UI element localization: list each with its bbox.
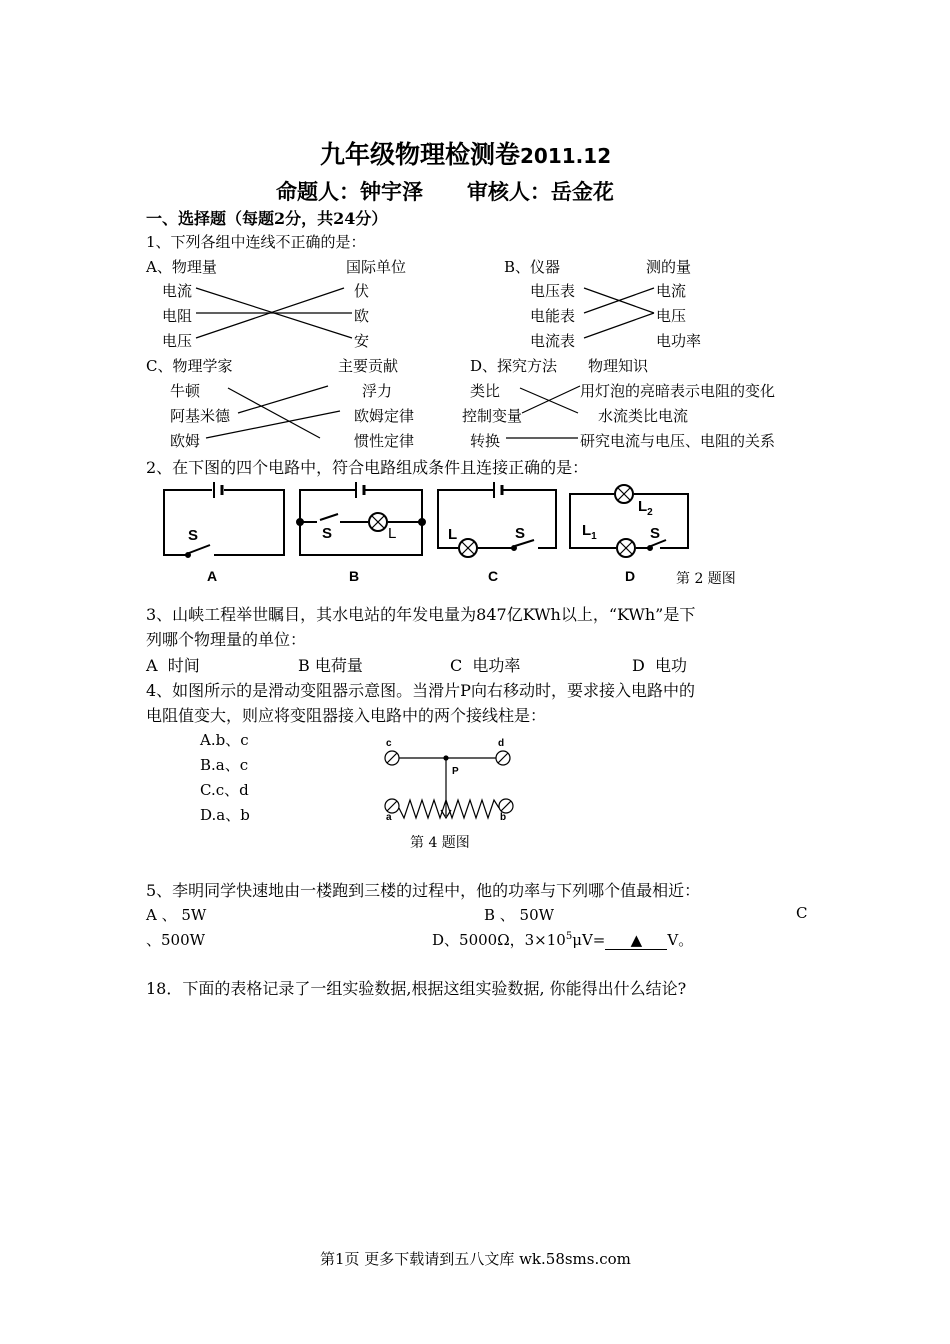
q1-d-right-1: 水流类比电流 (598, 407, 689, 425)
q1-d-h2: 物理知识 (588, 357, 649, 375)
page-footer: 第1页 更多下载请到五八文库 wk.58sms.com (320, 1250, 631, 1268)
q1-d-left-2: 转换 (470, 432, 501, 450)
q1-b-h1: B、仪器 (504, 258, 561, 276)
q1-c-right-1: 欧姆定律 (354, 407, 415, 425)
rheostat-slider-p: P (452, 766, 459, 777)
circuit-c-lamp-label: L (448, 526, 458, 543)
q3-opt-a: A 时间 (146, 656, 200, 675)
q1-c-left-0: 牛顿 (170, 382, 201, 400)
q1-b-right-1: 电压 (656, 307, 687, 325)
q5-opt-a: A 、 5W (146, 906, 207, 924)
q1-a-h2: 国际单位 (346, 258, 407, 276)
circuit-label-b: B (349, 568, 360, 584)
rheostat-term-a: a (386, 812, 392, 823)
q1-c-right-0: 浮力 (362, 382, 393, 400)
rheostat-term-d: d (498, 738, 505, 749)
q1-b-right-0: 电流 (656, 282, 687, 300)
q1-a-left-0: 电流 (162, 282, 193, 300)
l2-sub: 2 (647, 507, 653, 518)
q2-stem: 2、在下图的四个电路中，符合电路组成条件且连接正确的是： (146, 458, 589, 477)
circuit-c-switch-label: S (515, 525, 526, 542)
title-year: 2011.12 (520, 144, 612, 168)
q1-c-left-1: 阿基米德 (170, 407, 231, 425)
q1-d-h1: D、探究方法 (470, 357, 558, 375)
q5-opt-c-value: 、500W (146, 931, 206, 949)
q3-line1: 3、山峡工程举世瞩目，其水电站的年发电量为847亿KWh以上，“KWh”是下 (146, 605, 696, 624)
q1-a-left-2: 电压 (162, 332, 193, 350)
q4-line2: 电阻值变大，则应将变阻器接入电路中的两个接线柱是： (146, 706, 547, 725)
circuit-d-switch-label: S (650, 525, 661, 542)
q5-opt-d (432, 929, 693, 950)
q5-opt-d-exp: 5 (565, 931, 573, 942)
circuit-b-lamp-label: L (388, 525, 397, 542)
l1-letter: L (582, 522, 592, 539)
q18-text: 18．下面的表格记录了一组实验数据,根据这组实验数据, 你能得出什么结论? (146, 979, 687, 998)
q1-b-left-0: 电压表 (530, 282, 576, 300)
rheostat-term-b: b (500, 812, 507, 823)
q1-b-left-2: 电流表 (530, 332, 576, 350)
q3-opt-c: C 电功率 (450, 656, 521, 675)
q2-caption: 第 2 题图 (676, 571, 736, 587)
title-cn: 九年级物理检测卷 (320, 140, 521, 169)
q4-caption: 第 4 题图 (410, 835, 470, 851)
q1-c-h2: 主要贡献 (338, 357, 399, 375)
q5-opt-d-unit: μV= (572, 931, 606, 949)
q5-opt-b: B 、 50W (484, 906, 555, 924)
circuit-label-d: D (625, 568, 636, 584)
rheostat-term-c: c (386, 738, 392, 749)
q1-a-right-1: 欧 (354, 307, 370, 325)
q5-opt-d-end: V。 (667, 931, 694, 949)
q4-opt-b: B.a、c (200, 756, 249, 774)
q1-c-left-2: 欧姆 (170, 432, 201, 450)
answer-marker: ▲ (630, 931, 643, 949)
q4-opt-a: A.b、c (200, 731, 249, 749)
q1-a-left-1: 电阻 (162, 307, 193, 325)
q1-d-right-2: 研究电流与电压、电阻的关系 (580, 432, 776, 450)
q1-stem: 1、下列各组中连线不正确的是： (146, 233, 366, 251)
l1-sub: 1 (591, 531, 597, 542)
q4-opt-c: C.c、d (200, 781, 249, 799)
q1-a-right-0: 伏 (354, 282, 370, 300)
q1-a-right-2: 安 (354, 332, 370, 350)
q1-c-right-2: 惯性定律 (354, 432, 415, 450)
q5-line1: 5、李明同学快速地由一楼跑到三楼的过程中，他的功率与下列哪个值最相近： (146, 881, 701, 900)
circuit-a-switch-label: S (188, 527, 199, 544)
q3-opt-b: B 电荷量 (298, 656, 363, 675)
q3-line2: 列哪个物理量的单位： (146, 630, 307, 649)
q1-b-right-2: 电功率 (656, 332, 702, 350)
q1-a-h1: A、物理量 (146, 258, 217, 276)
q1-b-left-1: 电能表 (530, 307, 576, 325)
q1-d-right-0: 用灯泡的亮暗表示电阻的变化 (580, 382, 776, 400)
q5-opt-d-text: D、5000Ω，3×10 (432, 931, 566, 949)
authors: 命题人：钟宇泽 审核人：岳金花 (276, 180, 614, 204)
q4-opt-d: D.a、b (200, 806, 250, 824)
q1-d-left-0: 类比 (470, 382, 501, 400)
q1-c-h1: C、物理学家 (146, 357, 233, 375)
l2-letter: L (638, 498, 648, 515)
circuit-b-switch-label: S (322, 525, 333, 542)
circuit-label-c: C (488, 568, 499, 584)
q5-opt-c: C (796, 904, 808, 922)
section-heading: 一、选择题（每题2分，共24分） (146, 209, 388, 228)
q1-b-h2: 测的量 (646, 258, 692, 276)
circuit-label-a: A (207, 568, 218, 584)
q3-opt-d: D 电功 (632, 656, 688, 675)
q4-line1: 4、如图所示的是滑动变阻器示意图。当滑片P向右移动时，要求接入电路中的 (146, 681, 695, 700)
q1-d-left-1: 控制变量 (462, 407, 523, 425)
answer-blank (605, 931, 667, 950)
